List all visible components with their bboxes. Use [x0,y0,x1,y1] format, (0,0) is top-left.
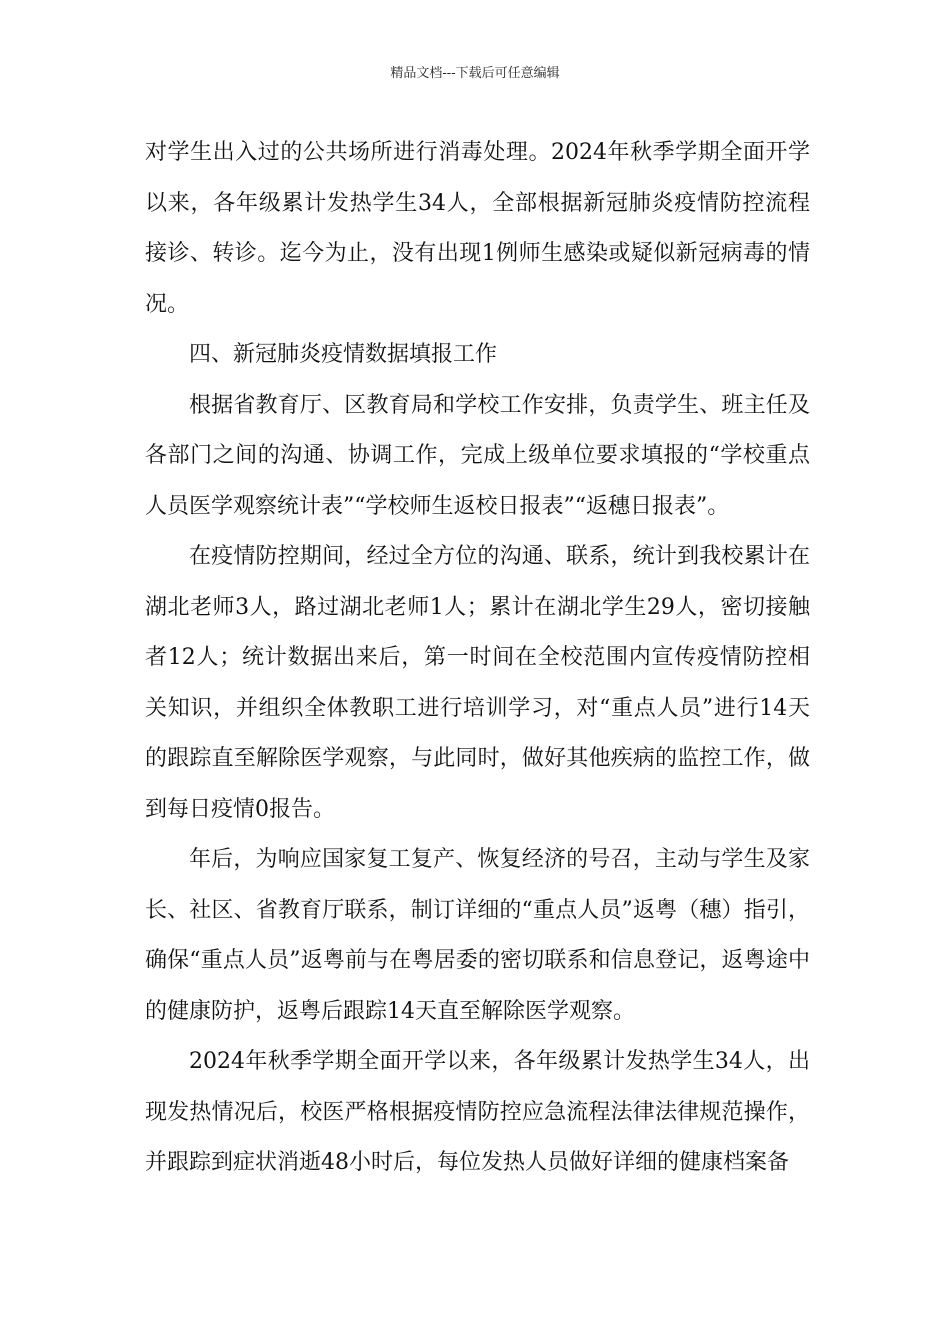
paragraph-disinfection: 对学生出入过的公共场所进行消毒处理。2024年秋季学期全面开学以来，各年级累计发热学生34人，全部根据新冠肺炎疫情防控流程接诊、转诊。迄今为止，没有出现1例师生感染或疑似新冠病毒的情况。 [145,140,810,317]
paragraph-reporting-tasks: 根据省教育厅、区教育局和学校工作安排，负责学生、班主任及各部门之间的沟通、协调工作，完成上级单位要求填报的“学校重点人员医学观察统计表”“学校师生返校日报表”“返穗日报表”。 [145,392,810,519]
paragraph-return-guidance: 年后，为响应国家复工复产、恢复经济的号召，主动与学生及家长、社区、省教育厅联系，制订详细的“重点人员”返粤（穗）指引，确保“重点人员”返粤前与在粤居委的密切联系和信息登记，返粤途中的健康防护，返粤后跟踪14天直至解除医学观察。 [145,847,810,1024]
paragraph-fever-tracking: 2024年秋季学期全面开学以来，各年级累计发热学生34人，出现发热情况后，校医严格根据疫情防控应急流程法律法律规范操作，并跟踪到症状消逝48小时后，每位发热人员做好详细的健康档案备 [145,1049,810,1175]
paragraph-statistics: 在疫情防控期间，经过全方位的沟通、联系，统计到我校累计在湖北老师3人，路过湖北老师1人；累计在湖北学生29人，密切接触者12人；统计数据出来后，第一时间在全校范围内宣传疫情防控相关知识，并组织全体教职工进行培训学习，对“重点人员”进行14天的跟踪直至解除医学观察，与此同时，做好其他疾病的监控工作，做到每日疫情0报告。 [145,544,810,822]
section-heading-data-reporting: 四、新冠肺炎疫情数据填报工作 [189,342,498,367]
page-header: 精品文档---下载后可任意编辑 [390,66,560,81]
document-body [145,128,810,1189]
